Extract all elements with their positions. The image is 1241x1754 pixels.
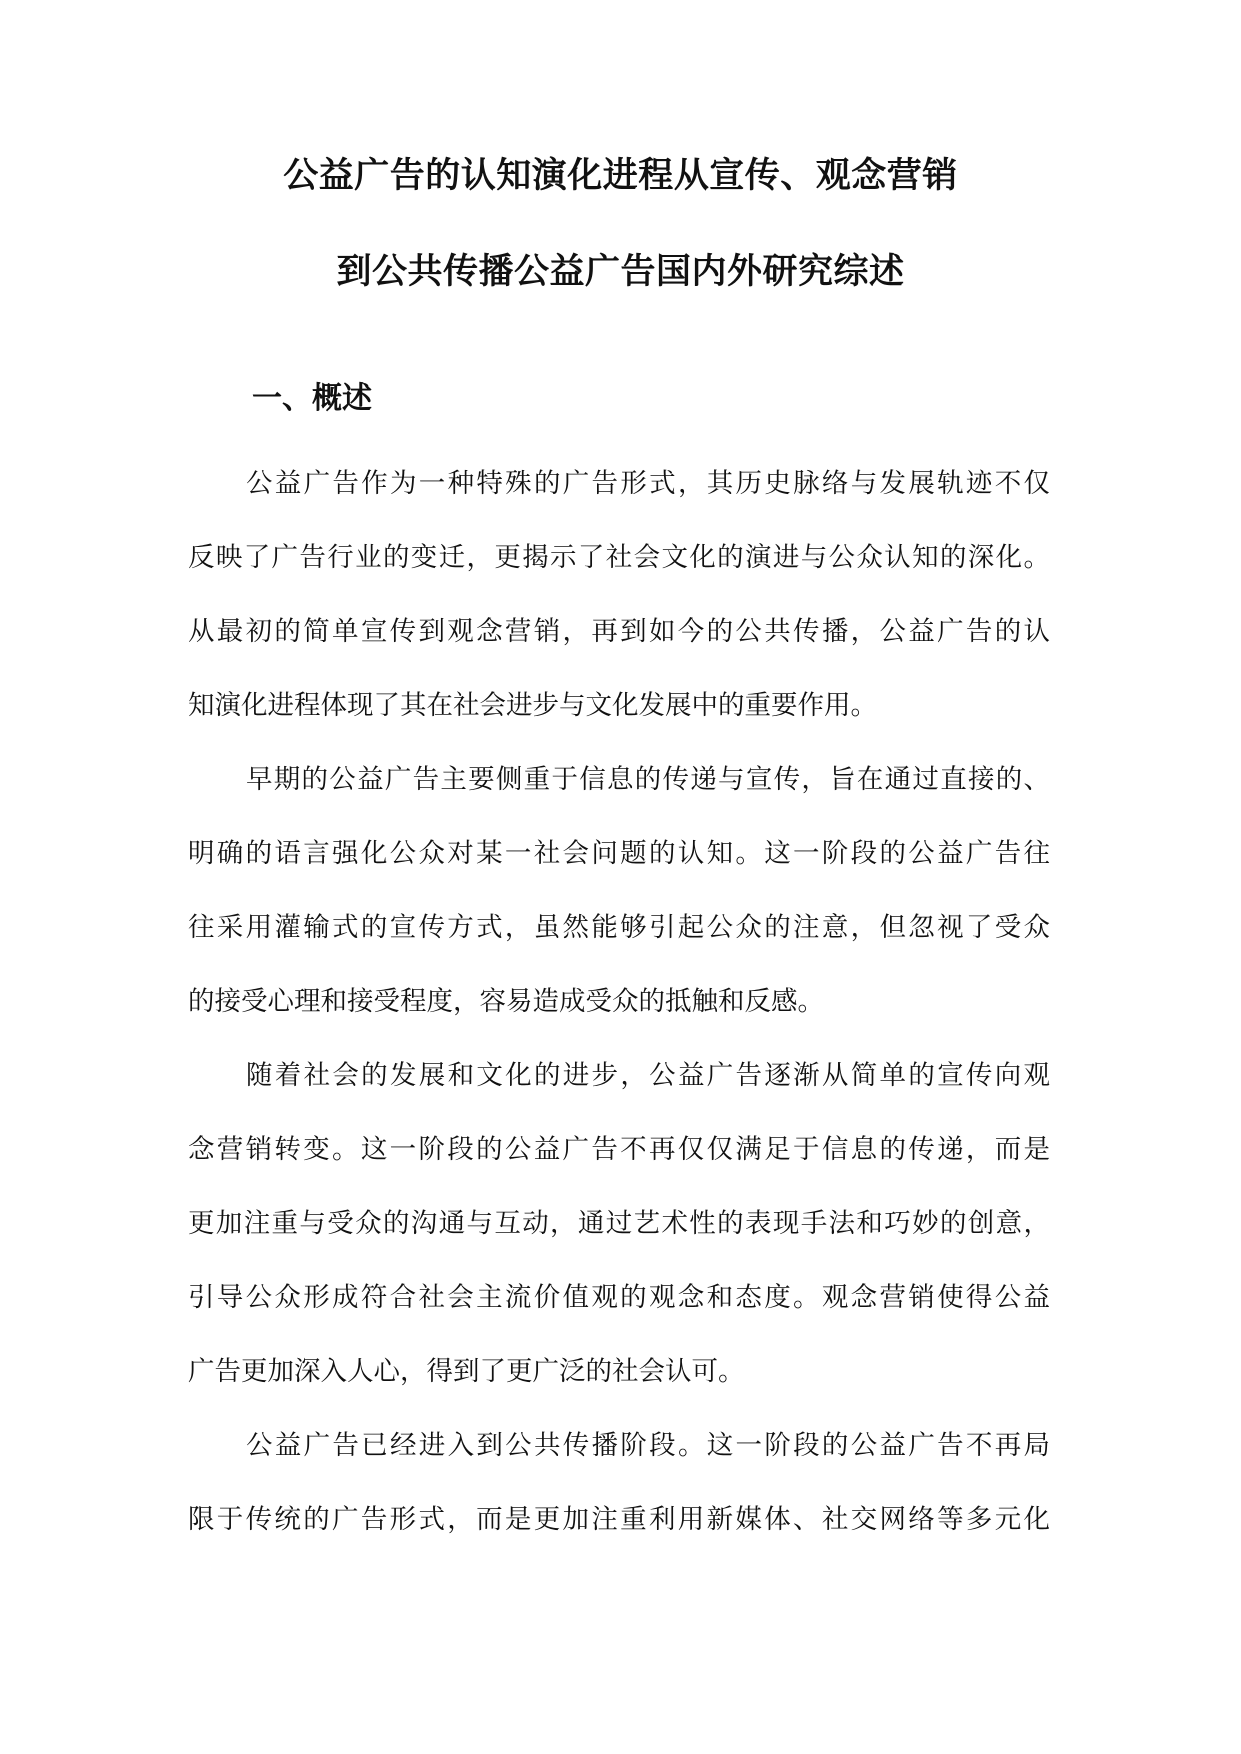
paragraph: [188, 447, 1050, 743]
paragraph-line: 知演化进程体现了其在社会进步与文化发展中的重要作用。: [188, 690, 877, 721]
document-body: [188, 447, 1050, 1557]
document-title-line-1: 公益广告的认知演化进程从宣传、观念营销: [283, 156, 958, 196]
paragraph: [188, 743, 1050, 1039]
paragraph-line: 更加注重与受众的沟通与互动，通过艺术性的表现手法和巧妙的创意，: [188, 1208, 1050, 1239]
paragraph-line: 明确的语言强化公众对某一社会问题的认知。这一阶段的公益广告往: [188, 838, 1050, 869]
paragraph-line: 公益广告已经进入到公共传播阶段。这一阶段的公益广告不再局: [246, 1430, 1050, 1461]
paragraph-line: 的接受心理和接受程度，容易造成受众的抵触和反感。: [188, 986, 824, 1017]
paragraph-line: 念营销转变。这一阶段的公益广告不再仅仅满足于信息的传递，而是: [188, 1134, 1050, 1165]
paragraph-line: 引导公众形成符合社会主流价值观的观念和态度。观念营销使得公益: [188, 1282, 1050, 1313]
paragraph: [188, 1039, 1050, 1409]
document-title-line-2: 到公共传播公益广告国内外研究综述: [336, 252, 905, 292]
paragraph-line: 公益广告作为一种特殊的广告形式，其历史脉络与发展轨迹不仅: [246, 468, 1050, 499]
paragraph-line: 从最初的简单宣传到观念营销，再到如今的公共传播，公益广告的认: [188, 616, 1050, 647]
paragraph-line: 反映了广告行业的变迁，更揭示了社会文化的演进与公众认知的深化。: [188, 542, 1050, 573]
paragraph-line: 限于传统的广告形式，而是更加注重利用新媒体、社交网络等多元化: [188, 1504, 1050, 1535]
paragraph-line: 早期的公益广告主要侧重于信息的传递与宣传，旨在通过直接的、: [246, 764, 1050, 795]
paragraph-line: 广告更加深入人心，得到了更广泛的社会认可。: [188, 1356, 745, 1387]
paragraph-line: 随着社会的发展和文化的进步，公益广告逐渐从简单的宣传向观: [246, 1060, 1050, 1091]
paragraph: [188, 1409, 1050, 1557]
section-heading: 一、概述: [252, 381, 372, 416]
paragraph-line: 往采用灌输式的宣传方式，虽然能够引起公众的注意，但忽视了受众: [188, 912, 1050, 943]
